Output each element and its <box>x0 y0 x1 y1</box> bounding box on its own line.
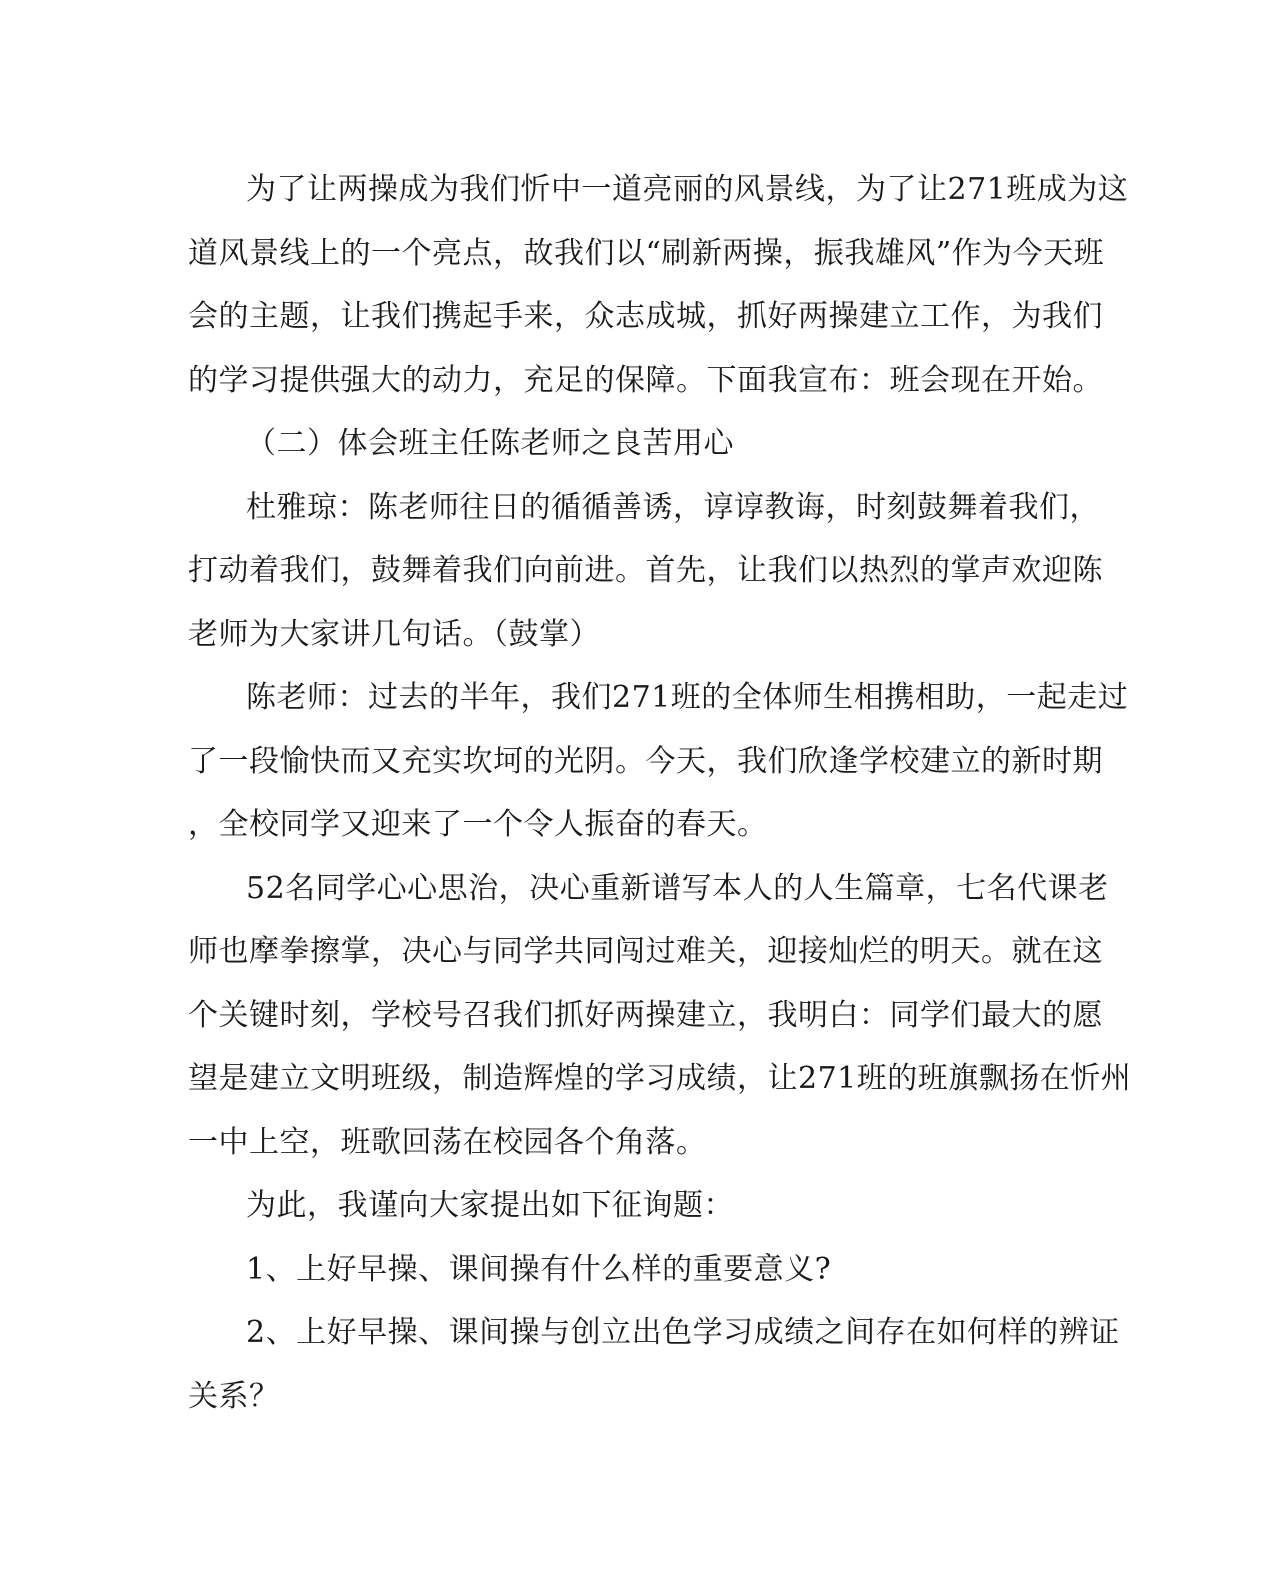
text-line: 望是建立文明班级，制造辉煌的学习成绩，让271班的班旗飘扬在忻州 <box>188 1061 1132 1096</box>
text-line: 个关键时刻，学校号召我们抓好两操建立，我明白：同学们最大的愿 <box>188 997 1103 1033</box>
text-line: 52名同学心心思治，决心重新谱写本人的人生篇章，七名代课老 <box>246 870 1109 906</box>
text-line: 老师为大家讲几句话。（鼓掌） <box>188 616 600 652</box>
document-body <box>188 158 1132 1428</box>
text-line: 陈老师：过去的半年，我们271班的全体师生相携相助，一起走过 <box>246 680 1129 715</box>
text-line: ，全校同学又迎来了一个令人振奋的春天。 <box>188 807 768 842</box>
text-line: 的学习提供强大的动力，充足的保障。下面我宣布：班会现在开始。 <box>188 362 1103 398</box>
text-line: 为此，我谨向大家提出如下征询题： <box>246 1188 734 1223</box>
text-line: 道风景线上的一个亮点，故我们以“刷新两操，振我雄风”作为今天班 <box>188 235 1105 271</box>
text-line: 为了让两操成为我们忻中一道亮丽的风景线，为了让271班成为这 <box>246 172 1129 207</box>
text-line: 一中上空，班歌回荡在校园各个角落。 <box>188 1124 707 1160</box>
section-heading: （二）体会班主任陈老师之良苦用心 <box>246 426 734 461</box>
text-line: 关系？ <box>188 1378 280 1414</box>
text-line: 师也摩拳擦掌，决心与同学共同闯过难关，迎接灿烂的明天。就在这 <box>188 934 1103 969</box>
text-line: 了一段愉快而又充实坎坷的光阴。今天，我们欣逢学校建立的新时期 <box>188 743 1103 779</box>
text-line: 打动着我们，鼓舞着我们向前进。首先，让我们以热烈的掌声欢迎陈 <box>188 553 1103 588</box>
text-line: 会的主题，让我们携起手来，众志成城，抓好两操建立工作，为我们 <box>188 299 1103 334</box>
text-line: 杜雅琼：陈老师往日的循循善诱，谆谆教诲，时刻鼓舞着我们， <box>246 489 1100 525</box>
list-item: 1、上好早操、课间操有什么样的重要意义? <box>246 1251 832 1287</box>
list-item: 2、上好早操、课间操与创立出色学习成绩之间存在如何样的辨证 <box>246 1315 1120 1350</box>
